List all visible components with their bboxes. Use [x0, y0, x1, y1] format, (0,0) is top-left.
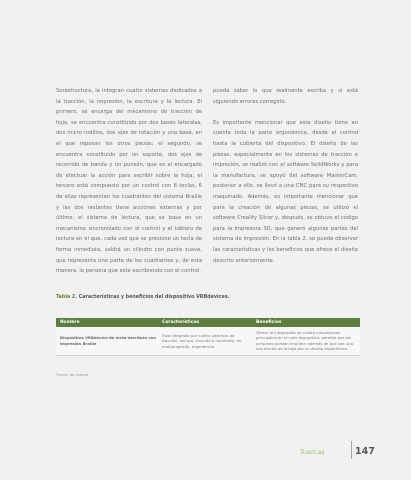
table-row	[56, 327, 360, 356]
table-caption-number: Tabla 2.	[56, 295, 78, 300]
table-source-note: Fuente: los autores.	[56, 373, 90, 377]
table-header-row	[56, 318, 360, 327]
features-table	[56, 318, 360, 356]
table-cell-benefits: Ofrece la integración de cuatro mecanismos principales en un solo dispositivo, permite que las personas puedan imprimir además de que sea una vez escrito de la hoja por su diseño ergonómico.	[256, 330, 353, 352]
body-paragraph: Sorestructura, la integran cuatro sistemas dedicados a la tracción, la impresión, la escritura y la lectura. El primero, se encarga del mecanismo de tracción de hoja, se encuentra constituido por dos bases laterales, dos micro rodillos, dos ejes de rotación y una base, en el que reposan los otros piezas; el segundo, se encuentra constituido por un soporte, dos ejes de recorrido de banda y un punzón, que es el encargado de efectuar la acción para escribir sobre la hoja; el tercero está compuesto por un control con 8 teclas, 6 de ellas representan los cuadrantes del sistema Braille y las dos restantes tiene acciones externas y por último, el sistema de lectura, que se basa en un mecanismo sincronizado con el control y el tablero de lectura en el que, cada vez que se presione un tecla de forma inmediata, saldrá un cilindro con punta suave, que representa una parte de los cuadrantes y, de esta manera, la persona que este escribiendo con el control.	[56, 88, 202, 275]
left-column	[56, 86, 202, 287]
right-column	[213, 86, 358, 277]
footer-divider	[351, 441, 352, 459]
table-cell-name: Dispositivo VRBdevice de lecto-escritura con impresión Braille	[60, 335, 156, 346]
footer-section-title: Tuercas	[300, 448, 325, 456]
table-header-name: Nombre	[60, 320, 80, 325]
table-header-benefits: Beneficios	[256, 320, 282, 325]
table-header-characteristics: Características	[162, 320, 200, 325]
page-number: 147	[355, 446, 375, 457]
body-paragraph: Es importante mencionar que este diseño tiene en cuenta toda la parte ergonómica, desde el control hasta la cubierta del dispositivo. El diseño de las piezas, especialmente en los sistemas de tracción e impresión, se realizó con el software SolidWorks y para la manufactura, se apoyó del software MasterCam, posterior a ello, se llevó a una CNC para su respectivo maquinado. Además, es importante mencionar que para la creación de algunas piezas, se utilizó el software Creality Slicer y, después, se obtuvo el código para la impresora 3D, que generó algunas partes del sistema de impresión. En la tabla 2, se puede observar las características y los beneficios que ofrece el diseño descrito anteriormente.	[213, 119, 358, 264]
table-caption	[56, 295, 229, 300]
table-caption-text: Características y beneficios del dispositivo VRBdevices.	[77, 295, 230, 300]
table-cell-characteristics: Esta integrado por cuatro sistemas de tracción, lectura, tracción e impresión, es multipropósito, ergonómico.	[162, 332, 241, 349]
body-paragraph: pueda saber lo que realmente escriba y si está siguiendo errores corregirlo.	[213, 88, 358, 105]
